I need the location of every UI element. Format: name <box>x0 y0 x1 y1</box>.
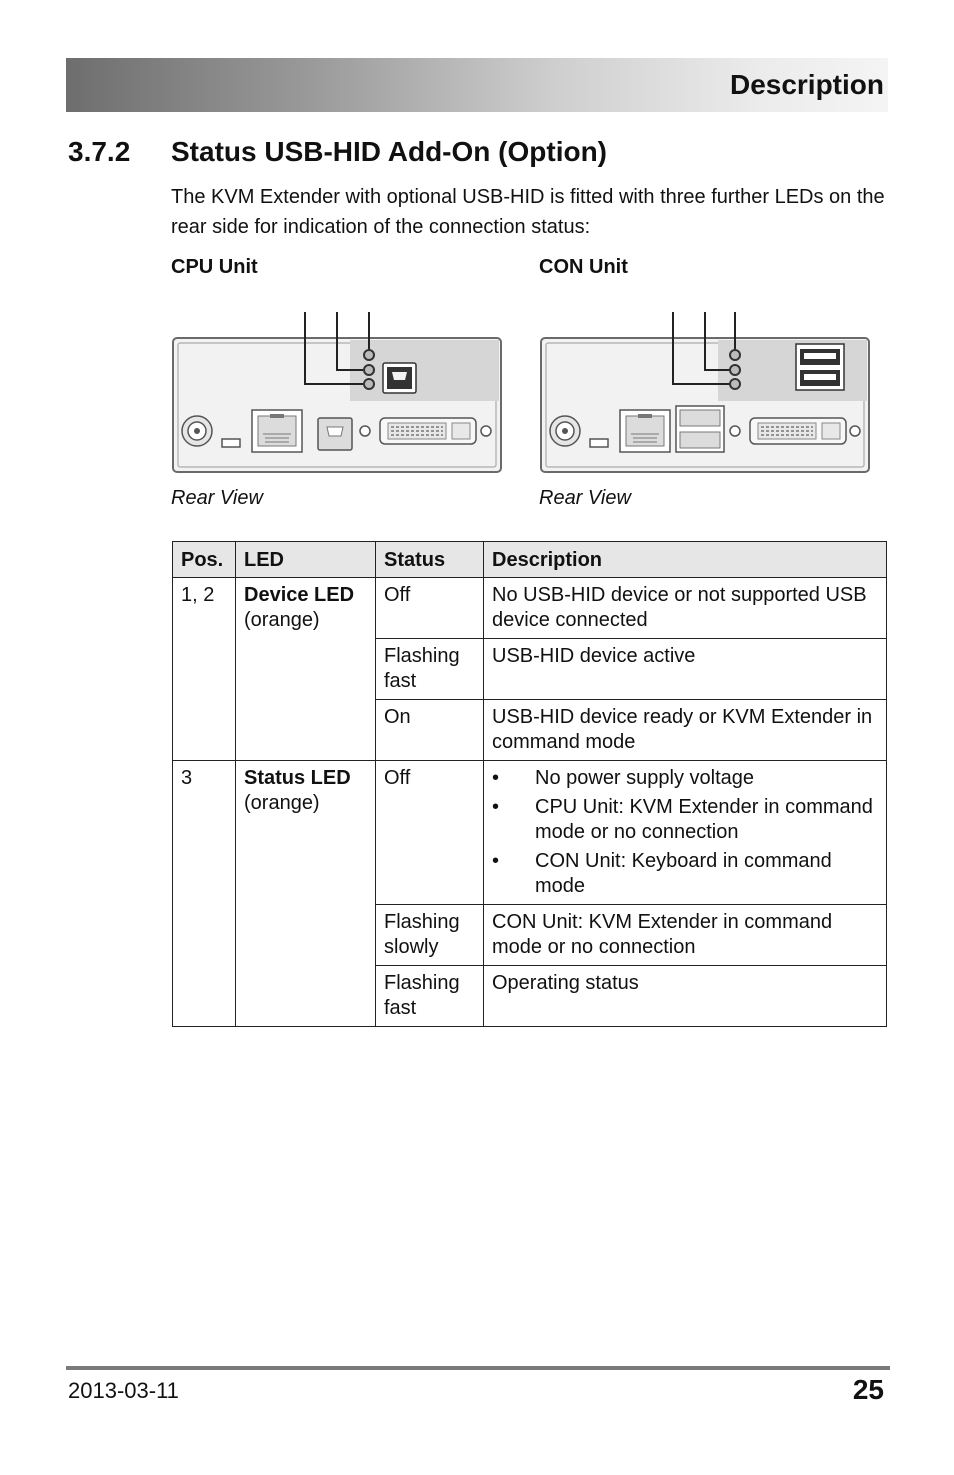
led-color: (orange) <box>244 609 320 631</box>
bullet-list <box>492 766 879 899</box>
power-jack <box>550 416 580 446</box>
section-number: 3.7.2 <box>68 136 131 167</box>
led-color: (orange) <box>244 792 320 814</box>
screw <box>360 426 370 436</box>
status-cell: Off <box>376 761 484 905</box>
description-cell: USB-HID device ready or KVM Extender in command mode <box>484 700 887 761</box>
status-leds <box>364 350 374 389</box>
usb-a-double-port-upper <box>796 344 844 390</box>
status-cell: Flashing fast <box>376 966 484 1027</box>
status-cell: On <box>376 700 484 761</box>
intro-paragraph: The KVM Extender with optional USB-HID is fitted with three further LEDs on the rear side for indication of the connection status: <box>171 186 885 238</box>
led-status-table <box>172 541 887 1027</box>
cpu-unit-label: CPU Unit <box>171 256 258 278</box>
header-status: Status <box>376 542 484 578</box>
led-cell <box>236 578 376 761</box>
list-item: • CPU Unit: KVM Extender in command mode or no connection <box>492 795 879 845</box>
description-cell: CON Unit: KVM Extender in command mode or no connection <box>484 905 887 966</box>
power-jack <box>182 416 212 446</box>
table-row <box>173 761 887 905</box>
rj45-port <box>252 410 302 452</box>
screw <box>850 426 860 436</box>
dvi-port <box>750 418 846 444</box>
screw <box>481 426 491 436</box>
footer-rule <box>66 1366 890 1370</box>
header-description: Description <box>484 542 887 578</box>
usb-b-port-lower <box>318 418 352 450</box>
con-rear-view-caption: Rear View <box>539 487 631 509</box>
mini-usb-port <box>222 439 240 447</box>
pos-cell: 3 <box>173 761 236 1027</box>
description-cell <box>484 761 887 905</box>
status-cell: Flashing slowly <box>376 905 484 966</box>
footer-date: 2013-03-11 <box>68 1378 179 1403</box>
header-pos: Pos. <box>173 542 236 578</box>
list-item: • No power supply voltage <box>492 766 879 791</box>
description-cell: USB-HID device active <box>484 639 887 700</box>
cpu-unit-rear-view-diagram <box>170 310 504 476</box>
header-title: Description <box>729 69 884 100</box>
usb-b-port <box>383 363 416 393</box>
mini-usb-port <box>590 439 608 447</box>
table-row <box>173 578 887 639</box>
list-item: • CON Unit: Keyboard in command mode <box>492 849 879 899</box>
usb-a-double-port-lower <box>676 406 724 452</box>
description-cell: Operating status <box>484 966 887 1027</box>
con-unit-label: CON Unit <box>539 256 628 278</box>
led-name: Status LED <box>244 767 351 789</box>
con-unit-rear-view-diagram <box>538 310 872 476</box>
pos-cell: 1, 2 <box>173 578 236 761</box>
section-title: Status USB-HID Add-On (Option) <box>171 136 608 167</box>
header-bar <box>66 58 888 112</box>
page-number: 25 <box>852 1374 884 1405</box>
screw <box>730 426 740 436</box>
status-cell: Off <box>376 578 484 639</box>
led-name: Device LED <box>244 584 355 606</box>
led-cell <box>236 761 376 1027</box>
dvi-port <box>380 418 476 444</box>
status-leds <box>730 350 740 389</box>
table-header-row <box>173 542 887 578</box>
cpu-rear-view-caption: Rear View <box>171 487 263 509</box>
header-led: LED <box>236 542 376 578</box>
description-cell: No USB-HID device or not supported USB device connected <box>484 578 887 639</box>
status-cell: Flashing fast <box>376 639 484 700</box>
rj45-port <box>620 410 670 452</box>
